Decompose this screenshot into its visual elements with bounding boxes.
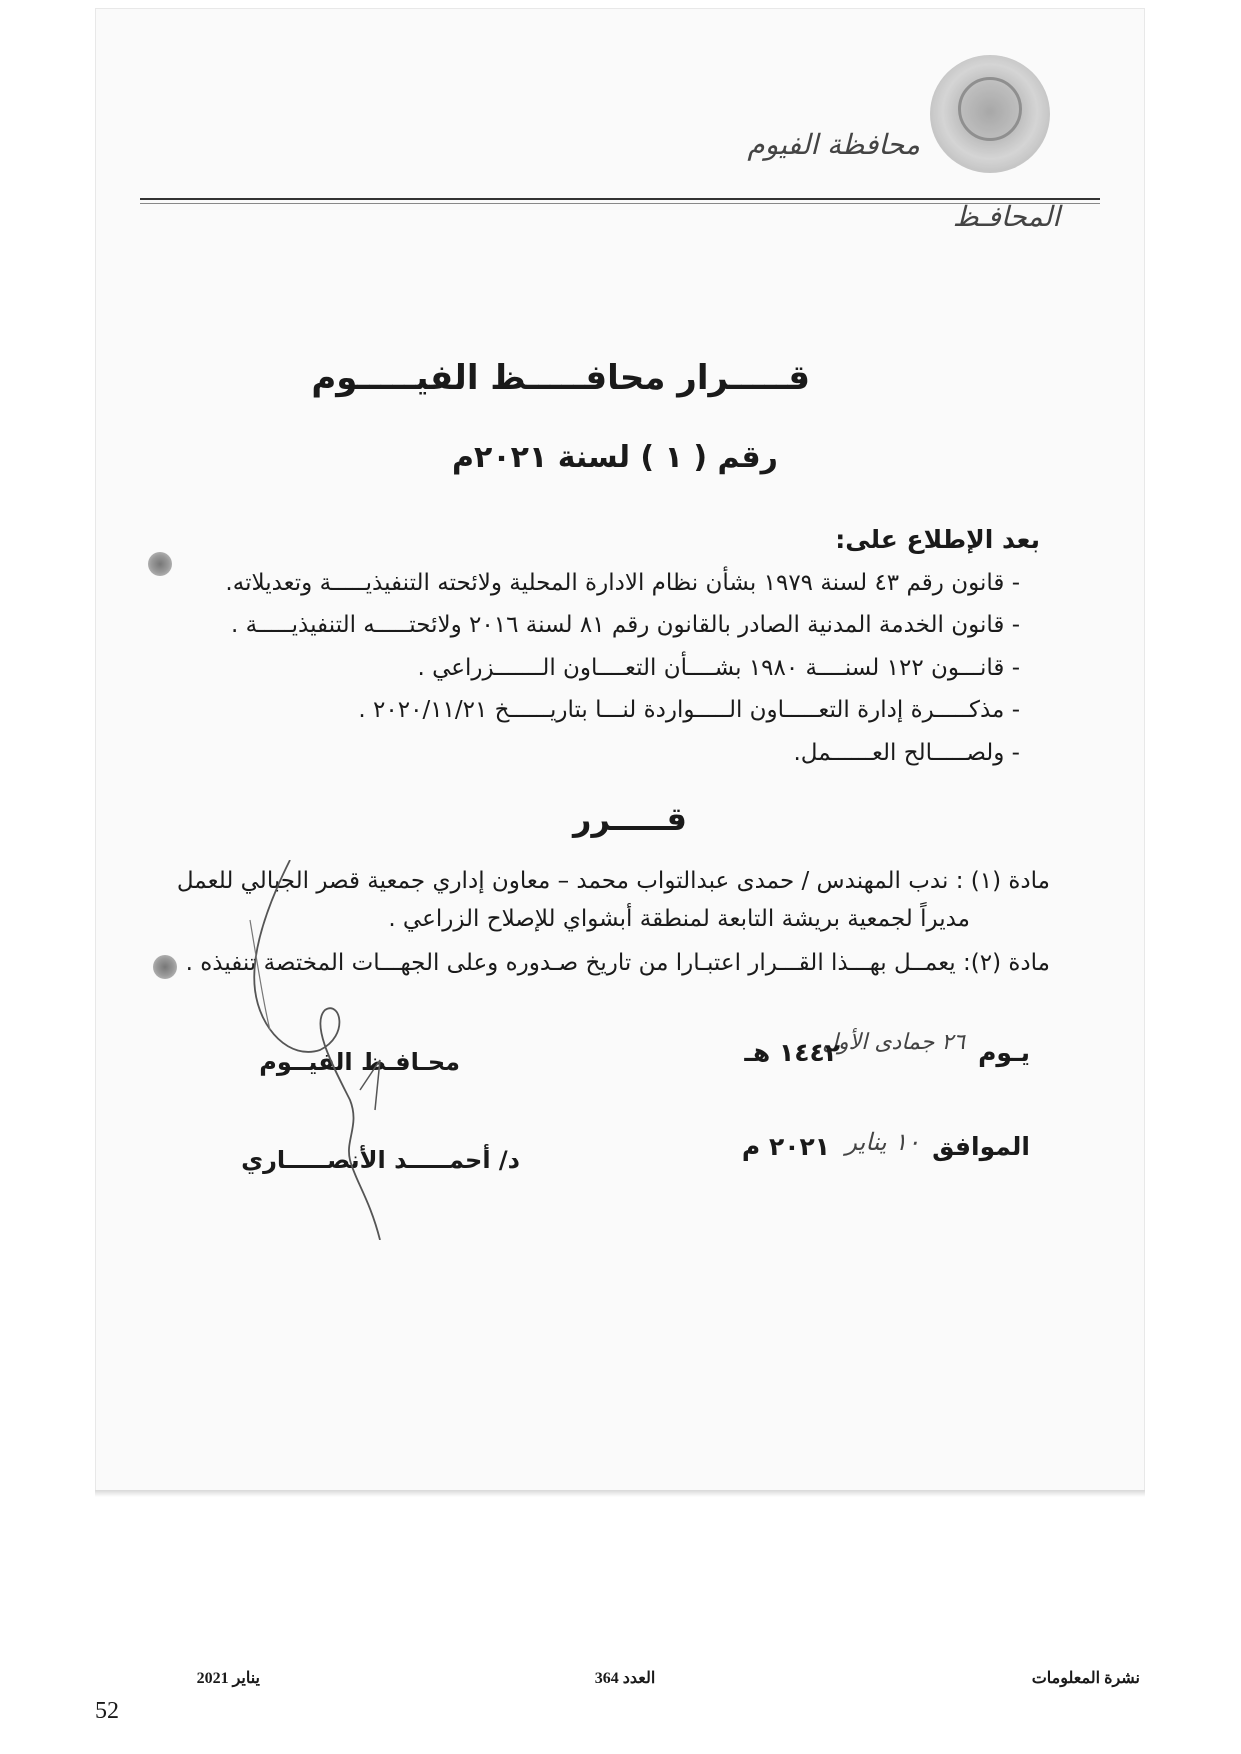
signatory-title: محـافـظ الفيــوم [259, 1048, 460, 1076]
decree-title: قـــــرار محافـــــظ الفيـــــوم [311, 358, 810, 398]
gregorian-handwritten-date: ١٠ يناير [845, 1128, 920, 1156]
footer-bulletin: نشرة المعلومات [1031, 1670, 1140, 1687]
handwritten-signature [230, 860, 460, 1240]
footer-date: يناير 2021 [196, 1670, 260, 1687]
punch-hole [153, 955, 177, 979]
preamble-heading: بعد الإطلاع على: [835, 525, 1040, 554]
preamble-item: - قانون الخدمة المدنية الصادر بالقانون رقم ٨١ لسنة ٢٠١٦ ولائحتـــــه التنفيذيـــــة . [231, 612, 1020, 638]
footer-issue: العدد 364 [594, 1670, 656, 1687]
decision-heading: قـــــرر [573, 800, 687, 838]
hijri-day-prefix: يـوم [978, 1038, 1030, 1067]
letterhead-governorate: محافظة الفيوم [747, 128, 920, 161]
article-1-line-2: مديراً لجمعية بريشة التابعة لمنطقة أبشواي للإصلاح الزراعي . [388, 906, 970, 932]
signatory-name: د/ أحمـــــد الأنصـــــاري [241, 1146, 520, 1174]
hijri-year: ١٤٤٢ هـ [744, 1038, 840, 1067]
page-number: 52 [95, 1698, 119, 1724]
preamble-item: - قانـــون ١٢٢ لسنــــة ١٩٨٠ بشــــأن التعــــاون الـــــــزراعي . [417, 655, 1020, 681]
preamble-item: - قانون رقم ٤٣ لسنة ١٩٧٩ بشأن نظام الادارة المحلية ولائحته التنفيذيـــــة وتعديلاته. [225, 570, 1020, 596]
hijri-handwritten-date: ٢٦ جمادى الأول [822, 1030, 965, 1055]
gregorian-prefix: الموافق [932, 1132, 1030, 1161]
preamble-item: - مذكـــــرة إدارة التعـــــاون الـــــواردة لنـــا بتاريــــــخ ٢٠٢٠/١١/٢١ . [358, 697, 1020, 723]
scan-edge-shadow [95, 1490, 1145, 1497]
preamble-item: - ولصـــــالح العــــــمل. [793, 740, 1020, 766]
article-1-line-1: مادة (١) : ندب المهندس / حمدى عبدالتواب محمد – معاون إداري جمعية قصر الجبالي للعمل [176, 868, 1050, 894]
gregorian-year: ٢٠٢١ م [741, 1132, 830, 1161]
letterhead-office: المحافـظ [952, 200, 1060, 233]
punch-hole [148, 552, 172, 576]
decree-number: رقم ( ١ ) لسنة ٢٠٢١م [452, 440, 778, 475]
article-2: مادة (٢): يعمــل بهـــذا القـــرار اعتبـارا من تاريخ صـدوره وعلى الجهـــات المختصة تنفيذه . [185, 950, 1050, 976]
governorate-seal [930, 55, 1050, 173]
